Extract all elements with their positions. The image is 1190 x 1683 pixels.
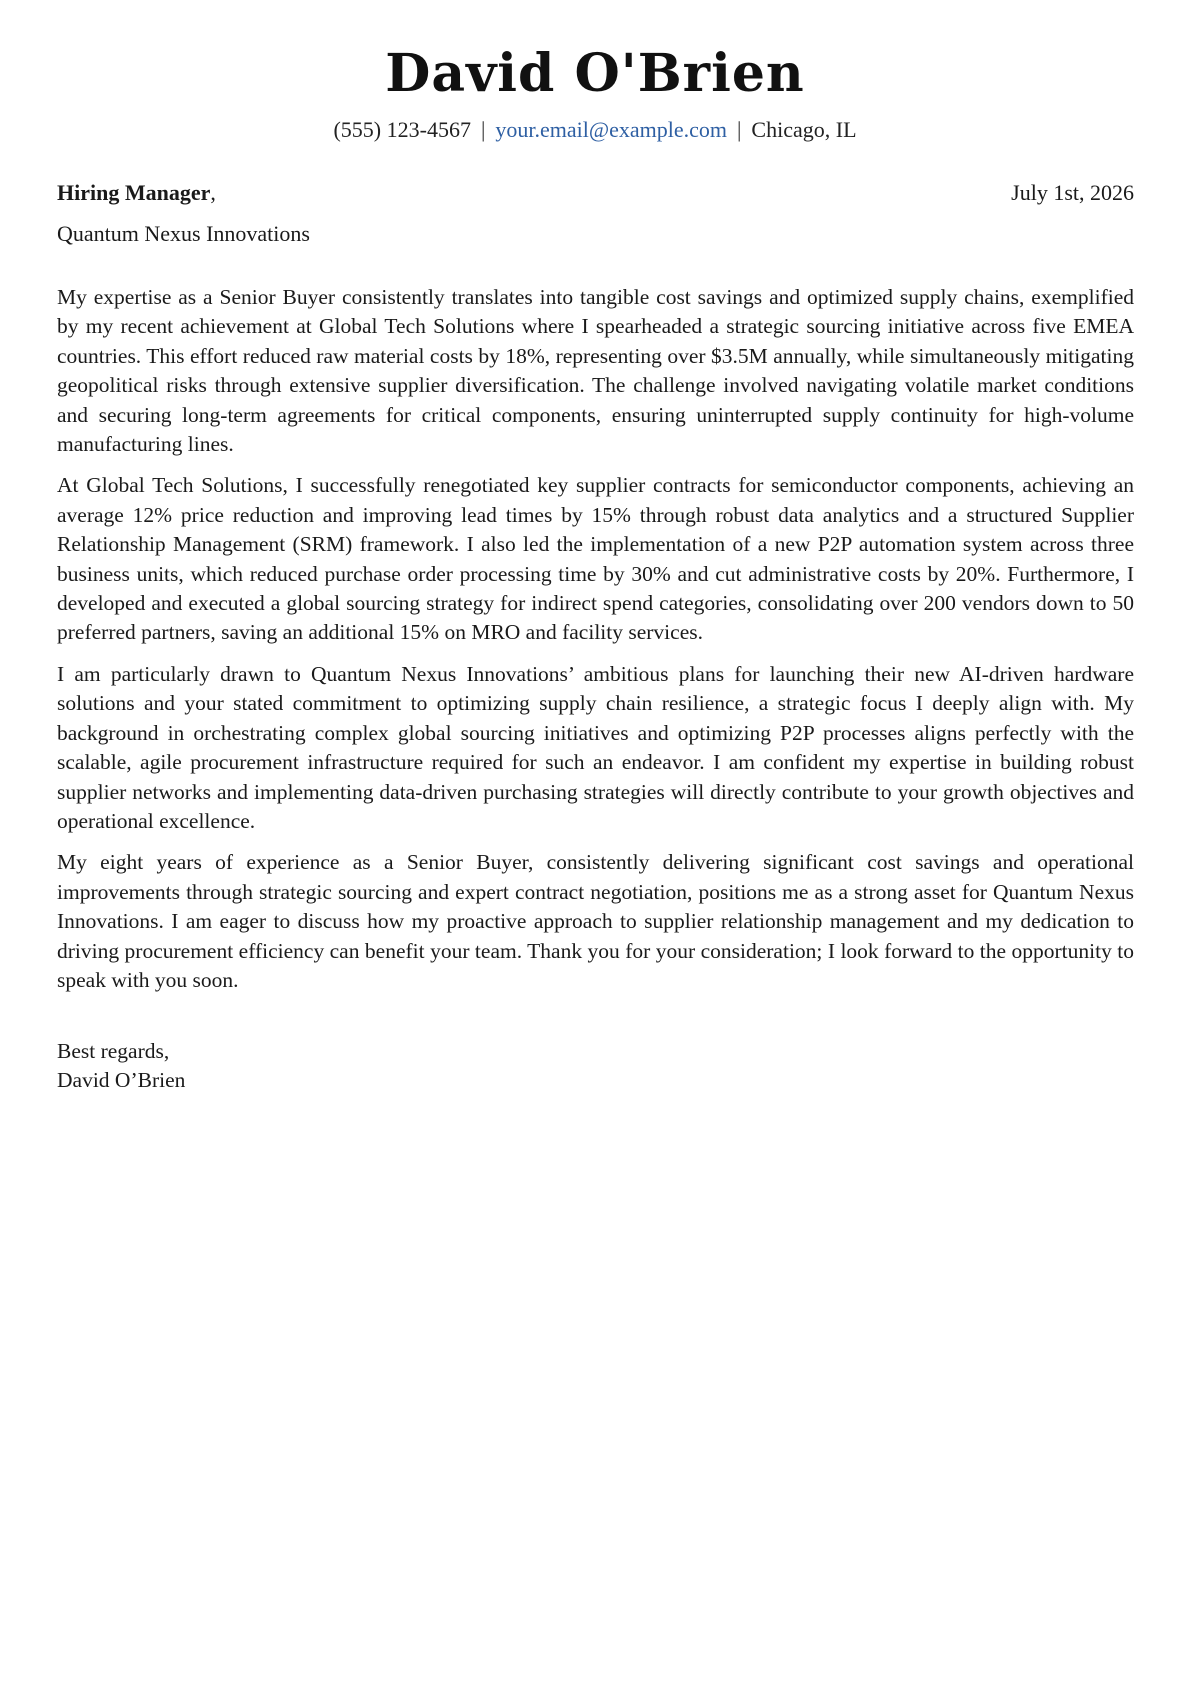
recipient-name: Hiring Manager (57, 180, 211, 205)
closing-signature: David O’Brien (57, 1068, 186, 1093)
contact-separator: | (480, 117, 486, 142)
closing-salutation: Best regards, (57, 1039, 170, 1063)
body-paragraph: My expertise as a Senior Buyer consistently translates into tangible cost savings and optimized supply chains, exemplified by my recent achievement at Global Tech Solutions where I spearheaded a strategic sourcing initiative across five EMEA countries. This effort reduced raw material costs by 18%, representing over $3.5M annually, while simultaneously mitigating geopolitical risks through extensive supplier diversification. The challenge involved navigating volatile market conditions and securing long-term agreements for critical components, ensuring uninterrupted supply continuity for high-volume manufacturing lines. (57, 285, 1134, 457)
body-paragraph: At Global Tech Solutions, I successfully renegotiated key supplier contracts for semiconductor components, achieving an average 12% price reduction and improving lead times by 15% through robust data analytics and a structured Supplier Relationship Management (SRM) framework. I also led the implementation of a new P2P automation system across three business units, which reduced purchase order processing time by 30% and cut administrative costs by 20%. Furthermore, I developed and executed a global sourcing strategy for indirect spend categories, consolidating over 200 vendors down to 50 preferred partners, saving an additional 15% on MRO and facility services. (57, 473, 1134, 645)
body-paragraph: My eight years of experience as a Senior Buyer, consistently delivering significant cost savings and operational improvements through strategic sourcing and expert contract negotiation, positions me as a strong asset for Quantum Nexus Innovations. I am eager to discuss how my proactive approach to supplier relationship management and my dedication to driving procurement efficiency can benefit your team. Thank you for your consideration; I look forward to the opportunity to speak with you soon. (57, 850, 1134, 992)
letter-date: July 1st, 2026 (1011, 180, 1134, 205)
letter-body (57, 283, 1134, 1007)
location: Chicago, IL (751, 117, 857, 142)
recipient-suffix: , (210, 180, 216, 205)
letter-closing (57, 1037, 185, 1096)
phone-number: (555) 123-4567 (333, 117, 471, 142)
recipient-company: Quantum Nexus Innovations (57, 221, 310, 246)
contact-separator: | (737, 117, 742, 142)
contact-line (0, 116, 1190, 144)
applicant-name: David O'Brien (385, 43, 805, 104)
email-link[interactable]: your.email@example.com (495, 117, 728, 142)
recipient-date-row (57, 179, 1134, 207)
body-paragraph: I am particularly drawn to Quantum Nexus Innovations’ ambitious plans for launching their new AI-driven hardware solutions and your stated commitment to optimizing supply chain resilience, a strategic focus I deeply align with. My background in orchestrating complex global sourcing initiatives and optimizing P2P processes aligns perfectly with the scalable, agile procurement infrastructure required for such an endeavor. I am confident my expertise in building robust supplier networks and implementing data-driven purchasing strategies will directly contribute to your growth objectives and operational excellence. (57, 661, 1134, 833)
recipient-line (57, 179, 216, 207)
